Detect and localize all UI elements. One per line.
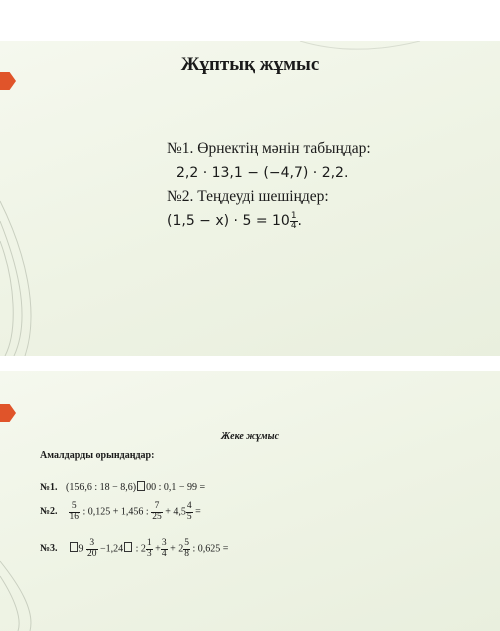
- fraction: $\frac{4}{5}$: [186, 501, 192, 522]
- fraction-numerator: 1: [290, 210, 297, 221]
- fraction: $\frac{3}{4}$: [161, 538, 167, 559]
- exercise-expression: (156,6 : 18 − 8,6): [66, 482, 137, 493]
- expression-part: : 0,125 + 1,456 :: [82, 506, 149, 518]
- task2-expression: (1,5 − x) · 5 = 10: [167, 213, 290, 229]
- missing-symbol-box: [137, 481, 145, 491]
- expression-part: −1,24: [100, 543, 124, 555]
- slide-individual-work: [0, 371, 500, 631]
- expression-part: 9: [78, 543, 84, 555]
- instructions-heading: Амалдарды орындаңдар:: [40, 450, 155, 461]
- task2-end: .: [297, 213, 302, 229]
- expression-part: : 2: [135, 543, 146, 555]
- task1-expression: 2,2 · 13,1 − (−4,7) · 2,2.: [176, 165, 349, 181]
- exercise-number: №3.: [40, 543, 58, 555]
- expression-part: + 4,5: [165, 506, 186, 518]
- exercise-3: [40, 539, 228, 559]
- slide-pair-work: [0, 41, 500, 356]
- expression-part: : 0,625 =: [192, 543, 229, 555]
- task-block: [167, 137, 371, 233]
- fraction: $\frac{1}{3}$: [146, 538, 152, 559]
- slide-title: Жеке жұмыс: [220, 431, 280, 442]
- missing-symbol-box: [124, 542, 132, 552]
- fraction: $\frac{7}{25}$: [152, 501, 162, 522]
- exercise-2: [40, 502, 201, 522]
- fraction: $\frac{3}{20}$: [87, 538, 97, 559]
- fraction: $\frac{5}{8}$: [184, 538, 189, 559]
- expression-part: + 2: [170, 543, 184, 555]
- slide-title: Жұптық жұмыс: [180, 54, 320, 75]
- task2-equation: [167, 209, 371, 233]
- expression-part: =: [195, 506, 201, 518]
- mixed-fraction: [290, 212, 298, 231]
- exercise-1: [40, 481, 205, 493]
- missing-symbol-box: [70, 542, 78, 552]
- fraction: $\frac{5}{16}$: [69, 501, 79, 522]
- exercise-number: №2.: [40, 506, 58, 518]
- task2-label: №2. Теңдеуді шешіңдер:: [167, 188, 329, 205]
- fraction-denominator: 4: [290, 220, 297, 231]
- task1-label: №1. Өрнектің мәнін табыңдар:: [167, 140, 371, 157]
- exercise-expression-2: 00 : 0,1 − 99 =: [146, 482, 206, 493]
- expression-part: +: [155, 543, 161, 555]
- exercise-number: №1.: [40, 482, 58, 493]
